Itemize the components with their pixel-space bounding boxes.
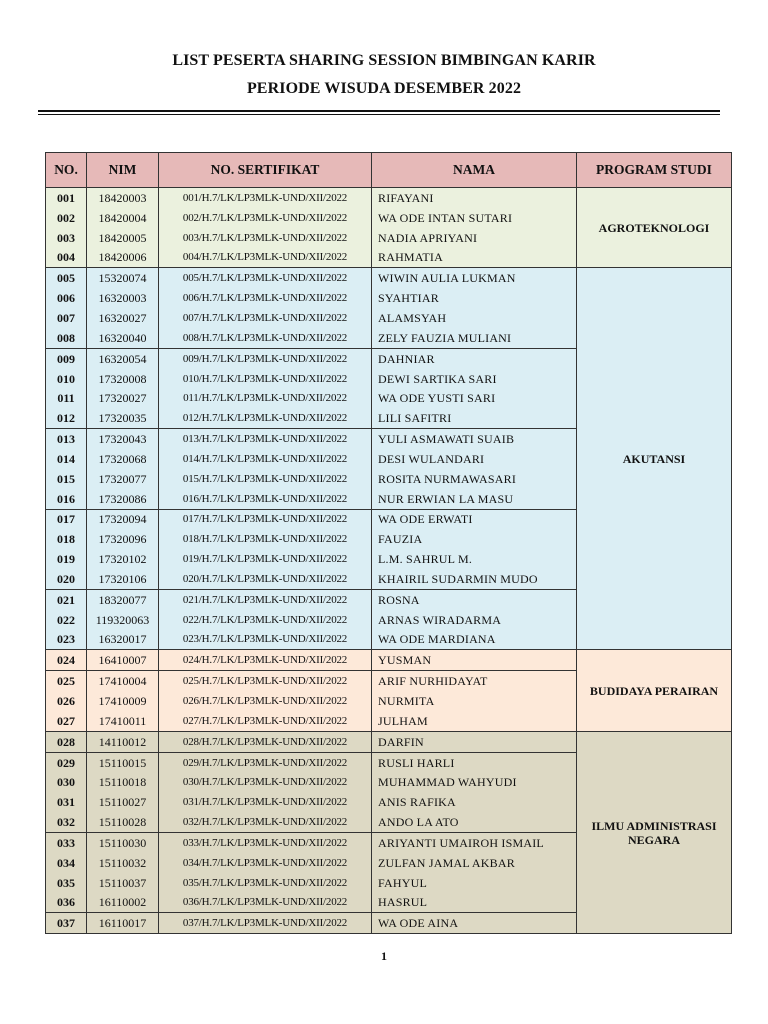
cell-name: ALAMSYAH <box>372 308 577 328</box>
cell-name: LILI SAFITRI <box>372 408 577 428</box>
cell-no: 016 <box>46 489 87 509</box>
cell-name: SYAHTIAR <box>372 288 577 308</box>
cell-nim: 119320063 <box>87 610 159 630</box>
cell-certificate: 016/H.7/LK/LP3MLK-UND/XII/2022 <box>159 489 372 509</box>
cell-no: 037 <box>46 913 87 934</box>
cell-certificate: 029/H.7/LK/LP3MLK-UND/XII/2022 <box>159 752 372 772</box>
cell-nim: 18420005 <box>87 228 159 248</box>
cell-nim: 16410007 <box>87 650 159 671</box>
cell-name: FAHYUL <box>372 873 577 893</box>
cell-name: NADIA APRIYANI <box>372 228 577 248</box>
column-header-nim: NIM <box>87 153 159 188</box>
cell-nim: 16320027 <box>87 308 159 328</box>
cell-nim: 15110028 <box>87 812 159 832</box>
cell-nim: 16110002 <box>87 893 159 913</box>
document-subtitle: PERIODE WISUDA DESEMBER 2022 <box>246 80 522 97</box>
cell-nim: 15110032 <box>87 853 159 873</box>
cell-certificate: 025/H.7/LK/LP3MLK-UND/XII/2022 <box>159 671 372 691</box>
cell-no: 005 <box>46 268 87 288</box>
cell-name: WA ODE INTAN SUTARI <box>372 208 577 228</box>
cell-nim: 17320043 <box>87 429 159 449</box>
cell-no: 026 <box>46 691 87 711</box>
cell-name: RIFAYANI <box>372 188 577 208</box>
cell-name: L.M. SAHRUL M. <box>372 549 577 569</box>
cell-name: YULI ASMAWATI SUAIB <box>372 429 577 449</box>
cell-no: 032 <box>46 812 87 832</box>
cell-no: 021 <box>46 589 87 609</box>
cell-certificate: 030/H.7/LK/LP3MLK-UND/XII/2022 <box>159 772 372 792</box>
title-divider-thick <box>38 110 720 112</box>
cell-no: 024 <box>46 650 87 671</box>
cell-certificate: 019/H.7/LK/LP3MLK-UND/XII/2022 <box>159 549 372 569</box>
cell-nim: 16320040 <box>87 328 159 348</box>
table-header-row <box>46 153 732 188</box>
cell-name: RUSLI HARLI <box>372 752 577 772</box>
cell-name: FAUZIA <box>372 529 577 549</box>
cell-nim: 18420006 <box>87 248 159 268</box>
cell-name: DAHNIAR <box>372 348 577 368</box>
cell-certificate: 027/H.7/LK/LP3MLK-UND/XII/2022 <box>159 711 372 731</box>
cell-name: DEWI SARTIKA SARI <box>372 369 577 389</box>
cell-no: 036 <box>46 893 87 913</box>
table-row <box>46 188 732 208</box>
cell-certificate: 004/H.7/LK/LP3MLK-UND/XII/2022 <box>159 248 372 268</box>
cell-nim: 15110037 <box>87 873 159 893</box>
cell-program-study: AKUTANSI <box>577 268 732 650</box>
cell-certificate: 005/H.7/LK/LP3MLK-UND/XII/2022 <box>159 268 372 288</box>
table-row <box>46 731 732 752</box>
cell-nim: 17410009 <box>87 691 159 711</box>
cell-no: 017 <box>46 509 87 529</box>
cell-nim: 17320077 <box>87 469 159 489</box>
cell-nim: 17320086 <box>87 489 159 509</box>
cell-nim: 14110012 <box>87 731 159 752</box>
cell-no: 033 <box>46 833 87 853</box>
cell-no: 015 <box>46 469 87 489</box>
cell-no: 020 <box>46 569 87 589</box>
cell-name: JULHAM <box>372 711 577 731</box>
cell-no: 018 <box>46 529 87 549</box>
cell-no: 011 <box>46 388 87 408</box>
cell-certificate: 023/H.7/LK/LP3MLK-UND/XII/2022 <box>159 630 372 650</box>
cell-certificate: 033/H.7/LK/LP3MLK-UND/XII/2022 <box>159 833 372 853</box>
cell-nim: 15110027 <box>87 792 159 812</box>
cell-nim: 17410011 <box>87 711 159 731</box>
cell-certificate: 026/H.7/LK/LP3MLK-UND/XII/2022 <box>159 691 372 711</box>
cell-no: 003 <box>46 228 87 248</box>
cell-certificate: 015/H.7/LK/LP3MLK-UND/XII/2022 <box>159 469 372 489</box>
column-header-certificate: NO. SERTIFIKAT <box>159 153 372 188</box>
cell-certificate: 031/H.7/LK/LP3MLK-UND/XII/2022 <box>159 792 372 812</box>
cell-no: 031 <box>46 792 87 812</box>
cell-name: HASRUL <box>372 893 577 913</box>
cell-nim: 17320102 <box>87 549 159 569</box>
cell-nim: 16320017 <box>87 630 159 650</box>
cell-no: 028 <box>46 731 87 752</box>
cell-certificate: 009/H.7/LK/LP3MLK-UND/XII/2022 <box>159 348 372 368</box>
cell-no: 001 <box>46 188 87 208</box>
cell-no: 004 <box>46 248 87 268</box>
cell-name: DARFIN <box>372 731 577 752</box>
column-header-no: NO. <box>46 153 87 188</box>
cell-nim: 17410004 <box>87 671 159 691</box>
cell-nim: 16320054 <box>87 348 159 368</box>
cell-certificate: 036/H.7/LK/LP3MLK-UND/XII/2022 <box>159 893 372 913</box>
cell-nim: 18420003 <box>87 188 159 208</box>
cell-certificate: 032/H.7/LK/LP3MLK-UND/XII/2022 <box>159 812 372 832</box>
cell-certificate: 035/H.7/LK/LP3MLK-UND/XII/2022 <box>159 873 372 893</box>
cell-name: ARIF NURHIDAYAT <box>372 671 577 691</box>
cell-certificate: 037/H.7/LK/LP3MLK-UND/XII/2022 <box>159 913 372 934</box>
document-title: LIST PESERTA SHARING SESSION BIMBINGAN KARIR <box>172 52 596 69</box>
cell-certificate: 012/H.7/LK/LP3MLK-UND/XII/2022 <box>159 408 372 428</box>
cell-certificate: 011/H.7/LK/LP3MLK-UND/XII/2022 <box>159 388 372 408</box>
cell-name: NURMITA <box>372 691 577 711</box>
cell-no: 025 <box>46 671 87 691</box>
cell-name: ARIYANTI UMAIROH ISMAIL <box>372 833 577 853</box>
table-row <box>46 650 732 671</box>
cell-nim: 17320068 <box>87 449 159 469</box>
cell-program-study: ILMU ADMINISTRASI NEGARA <box>577 731 732 933</box>
cell-name: ANDO LA ATO <box>372 812 577 832</box>
cell-name: ROSITA NURMAWASARI <box>372 469 577 489</box>
cell-no: 012 <box>46 408 87 428</box>
cell-no: 009 <box>46 348 87 368</box>
title-divider-thin <box>38 114 720 115</box>
cell-name: YUSMAN <box>372 650 577 671</box>
cell-nim: 17320094 <box>87 509 159 529</box>
cell-nim: 16320003 <box>87 288 159 308</box>
cell-name: KHAIRIL SUDARMIN MUDO <box>372 569 577 589</box>
column-header-program: PROGRAM STUDI <box>577 153 732 188</box>
cell-name: ZELY FAUZIA MULIANI <box>372 328 577 348</box>
cell-certificate: 024/H.7/LK/LP3MLK-UND/XII/2022 <box>159 650 372 671</box>
cell-name: WA ODE YUSTI SARI <box>372 388 577 408</box>
cell-certificate: 006/H.7/LK/LP3MLK-UND/XII/2022 <box>159 288 372 308</box>
cell-no: 029 <box>46 752 87 772</box>
cell-no: 027 <box>46 711 87 731</box>
page-number: 1 <box>381 949 387 963</box>
cell-no: 030 <box>46 772 87 792</box>
cell-name: DESI WULANDARI <box>372 449 577 469</box>
cell-certificate: 020/H.7/LK/LP3MLK-UND/XII/2022 <box>159 569 372 589</box>
cell-name: WA ODE ERWATI <box>372 509 577 529</box>
cell-no: 034 <box>46 853 87 873</box>
cell-no: 023 <box>46 630 87 650</box>
cell-nim: 17320096 <box>87 529 159 549</box>
cell-certificate: 022/H.7/LK/LP3MLK-UND/XII/2022 <box>159 610 372 630</box>
cell-no: 008 <box>46 328 87 348</box>
cell-nim: 15110018 <box>87 772 159 792</box>
cell-certificate: 003/H.7/LK/LP3MLK-UND/XII/2022 <box>159 228 372 248</box>
column-header-name: NAMA <box>372 153 577 188</box>
cell-nim: 18320077 <box>87 589 159 609</box>
cell-name: WA ODE AINA <box>372 913 577 934</box>
cell-name: RAHMATIA <box>372 248 577 268</box>
cell-certificate: 014/H.7/LK/LP3MLK-UND/XII/2022 <box>159 449 372 469</box>
cell-nim: 17320035 <box>87 408 159 428</box>
cell-name: ROSNA <box>372 589 577 609</box>
cell-no: 035 <box>46 873 87 893</box>
cell-no: 014 <box>46 449 87 469</box>
table-row <box>46 268 732 288</box>
cell-no: 013 <box>46 429 87 449</box>
cell-no: 002 <box>46 208 87 228</box>
cell-program-study: BUDIDAYA PERAIRAN <box>577 650 732 731</box>
cell-name: ARNAS WIRADARMA <box>372 610 577 630</box>
cell-nim: 17320008 <box>87 369 159 389</box>
cell-certificate: 021/H.7/LK/LP3MLK-UND/XII/2022 <box>159 589 372 609</box>
cell-nim: 17320027 <box>87 388 159 408</box>
cell-name: WIWIN AULIA LUKMAN <box>372 268 577 288</box>
cell-certificate: 001/H.7/LK/LP3MLK-UND/XII/2022 <box>159 188 372 208</box>
cell-nim: 16110017 <box>87 913 159 934</box>
cell-nim: 15110015 <box>87 752 159 772</box>
cell-certificate: 010/H.7/LK/LP3MLK-UND/XII/2022 <box>159 369 372 389</box>
participant-table <box>45 152 732 934</box>
cell-name: ZULFAN JAMAL AKBAR <box>372 853 577 873</box>
cell-certificate: 013/H.7/LK/LP3MLK-UND/XII/2022 <box>159 429 372 449</box>
cell-no: 006 <box>46 288 87 308</box>
cell-name: NUR ERWIAN LA MASU <box>372 489 577 509</box>
cell-certificate: 018/H.7/LK/LP3MLK-UND/XII/2022 <box>159 529 372 549</box>
cell-name: ANIS RAFIKA <box>372 792 577 812</box>
cell-nim: 15110030 <box>87 833 159 853</box>
cell-name: MUHAMMAD WAHYUDI <box>372 772 577 792</box>
cell-nim: 18420004 <box>87 208 159 228</box>
cell-no: 010 <box>46 369 87 389</box>
cell-nim: 17320106 <box>87 569 159 589</box>
cell-certificate: 028/H.7/LK/LP3MLK-UND/XII/2022 <box>159 731 372 752</box>
cell-certificate: 034/H.7/LK/LP3MLK-UND/XII/2022 <box>159 853 372 873</box>
cell-certificate: 002/H.7/LK/LP3MLK-UND/XII/2022 <box>159 208 372 228</box>
cell-certificate: 007/H.7/LK/LP3MLK-UND/XII/2022 <box>159 308 372 328</box>
cell-nim: 15320074 <box>87 268 159 288</box>
cell-certificate: 008/H.7/LK/LP3MLK-UND/XII/2022 <box>159 328 372 348</box>
cell-certificate: 017/H.7/LK/LP3MLK-UND/XII/2022 <box>159 509 372 529</box>
cell-no: 019 <box>46 549 87 569</box>
cell-no: 007 <box>46 308 87 328</box>
cell-no: 022 <box>46 610 87 630</box>
cell-name: WA ODE MARDIANA <box>372 630 577 650</box>
cell-program-study: AGROTEKNOLOGI <box>577 188 732 268</box>
